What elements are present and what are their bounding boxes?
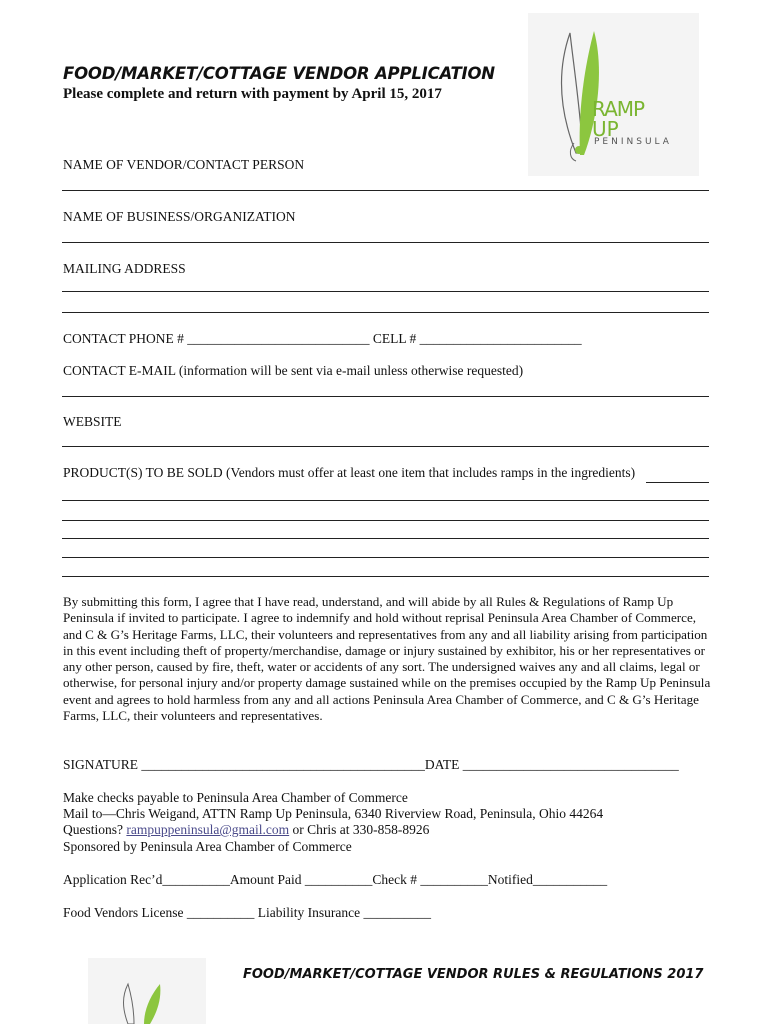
phone-cell-field[interactable]: CONTACT PHONE # ___________________________ CELL # ________________________ — [63, 331, 582, 346]
logo-word-up: UP — [592, 117, 619, 141]
questions-line — [63, 822, 429, 838]
questions-prefix: Questions? — [63, 822, 127, 837]
questions-suffix: or Chris at 330-858-8926 — [289, 822, 430, 837]
address-label: MAILING ADDRESS — [63, 261, 186, 276]
checks-payable-text: Make checks payable to Peninsula Area Chamber of Commerce — [63, 790, 408, 805]
ramp-leaf-icon — [528, 13, 699, 176]
products-line-0[interactable] — [646, 482, 709, 483]
products-line-1[interactable] — [62, 500, 709, 501]
address-line-2[interactable] — [62, 312, 709, 313]
footer-leaf-icon — [88, 958, 206, 1024]
form-subtitle: Please complete and return with payment by April 15, 2017 — [63, 86, 442, 102]
ramp-up-logo — [528, 13, 699, 176]
business-label: NAME OF BUSINESS/ORGANIZATION — [63, 209, 296, 224]
website-line[interactable] — [62, 446, 709, 447]
office-use-line-1[interactable]: Application Rec’d__________Amount Paid __________Check # __________Notified___________ — [63, 872, 608, 887]
logo-word-ramp: RAMP — [592, 97, 645, 121]
email-line[interactable] — [62, 396, 709, 397]
sponsor-text: Sponsored by Peninsula Area Chamber of Commerce — [63, 839, 352, 854]
rules-title: FOOD/MARKET/COTTAGE VENDOR RULES & REGULATIONS 2017 — [243, 967, 704, 982]
website-label: WEBSITE — [63, 414, 122, 429]
logo-word-peninsula: PENINSULA — [594, 137, 672, 147]
products-line-5[interactable] — [62, 576, 709, 577]
products-label: PRODUCT(S) TO BE SOLD (Vendors must offer at least one item that includes ramps in the ingredients) — [63, 465, 636, 480]
email-label: CONTACT E-MAIL (information will be sent via e-mail unless otherwise requested) — [63, 363, 524, 378]
business-line[interactable] — [62, 242, 709, 243]
office-use-line-2[interactable]: Food Vendors License __________ Liability Insurance __________ — [63, 905, 431, 920]
products-line-3[interactable] — [62, 538, 709, 539]
vendor-contact-line[interactable] — [62, 190, 709, 191]
signature-date-field[interactable]: SIGNATURE __________________________________________DATE ________________________________ — [63, 757, 679, 772]
vendor-contact-label: NAME OF VENDOR/CONTACT PERSON — [63, 157, 305, 172]
mail-to-text: Mail to—Chris Weigand, ATTN Ramp Up Peninsula, 6340 Riverview Road, Peninsula, Ohio 44264 — [63, 806, 604, 821]
form-title: FOOD/MARKET/COTTAGE VENDOR APPLICATION — [63, 64, 495, 83]
address-line-1[interactable] — [62, 291, 709, 292]
agreement-paragraph: By submitting this form, I agree that I have read, understand, and will abide by all Rules & Regulations of Ramp Up Peninsula if invited to participate. I agree to indemnify and hold without reprisal Peninsula Area Chamber of Commerce, and C & G’s Heritage Farms, LLC, their volunteers and representatives from any and all liability arising from participation in this event including theft of property/merchandise, damage or injury sustained by exhibitor, his or her representatives or any other person, caused by fire, theft, water or accidents of any sort. The undersigned waives any and all claims, legal or otherwise, for personal injury and/or property damage sustained while on the premises occupied by the Ramp Up Peninsula event and agrees to hold harmless from any and all actions Peninsula Area Chamber of Commerce, and C & G’s Heritage Farms, LLC, their volunteers and representatives. — [63, 594, 711, 724]
products-line-4[interactable] — [62, 557, 709, 558]
email-link[interactable]: rampuppeninsula@gmail.com — [126, 822, 290, 837]
products-line-2[interactable] — [62, 520, 709, 521]
footer-logo — [88, 958, 206, 1024]
